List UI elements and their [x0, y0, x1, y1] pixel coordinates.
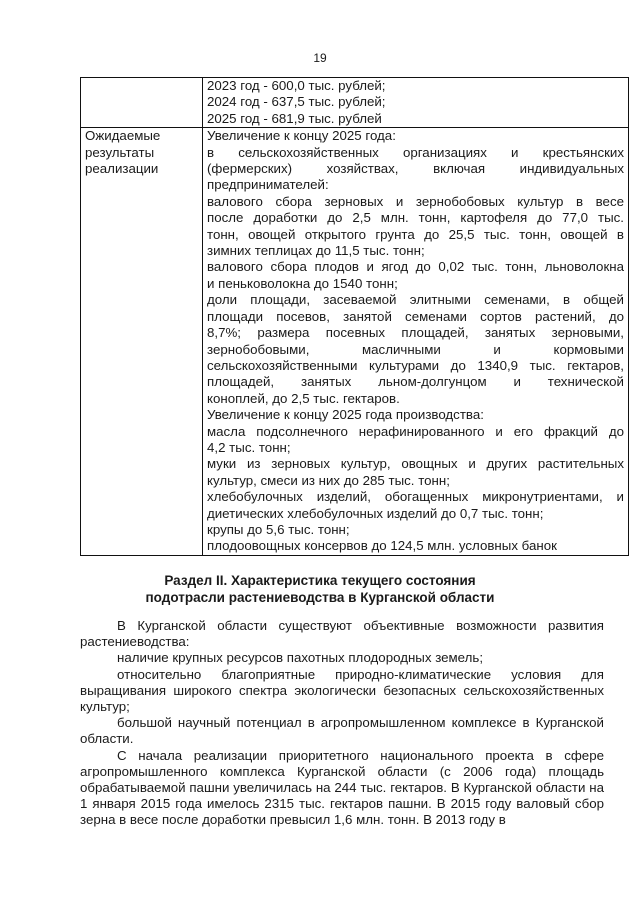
body-paragraph: относительно благоприятные природно-климатические условия для выращивания широкого спектра экологически безопасных сельскохозяйственных культур;	[80, 666, 604, 715]
results-line: крупы до 5,6 тыс. тонн;	[207, 521, 350, 537]
body-paragraph: большой научный потенциал в агропромышленном комплексе в Курганской области.	[80, 715, 604, 747]
results-line: зернобобовыми, масличными и кормовыми	[207, 341, 624, 357]
page-number: 19	[313, 51, 327, 65]
results-text-cell	[203, 128, 629, 556]
funding-text-cell	[203, 78, 629, 128]
results-line: хлебобулочных изделий, обогащенных микронутриентами, и	[207, 489, 624, 505]
results-line: доли площади, засеваемой элитными семенами, в общей	[207, 292, 624, 308]
results-line: (фермерских) хозяйствах, включая индивидуальных	[207, 161, 624, 177]
results-label-line: результаты	[85, 144, 155, 160]
results-line: зимних теплицах до 11,5 тыс. тонн;	[207, 243, 425, 259]
results-line: площади посевов, занятой семенами сортов растений, до	[207, 308, 624, 324]
body-paragraph: С начала реализации приоритетного национального проекта в сфере агропромышленного комплекса Курганской области (с 2006 года) площадь обрабатываемой пашни увеличилась на 244 тыс. гектаров. В Курганской области на 1 января 2015 года имелось 2315 тыс. гектаров пашни. В 2015 году валовый сбор зерна в весе после доработки превысил 1,6 млн. тонн. В 2013 году в	[80, 747, 604, 828]
results-line: 4,2 тыс. тонн;	[207, 439, 291, 455]
results-line: предпринимателей:	[207, 177, 329, 193]
results-line: площадей, занятых льном-долгунцом и технической	[207, 374, 624, 390]
results-line: масла подсолнечного нерафинированного и его фракций до	[207, 423, 624, 439]
results-line: Увеличение к концу 2025 года производства:	[207, 407, 484, 423]
body-paragraph: наличие крупных ресурсов пахотных плодородных земель;	[117, 650, 484, 666]
results-line: диетических хлебобулочных изделий до 0,7 тыс. тонн;	[207, 505, 544, 521]
results-line: культур, смеси из них до 285 тыс. тонн;	[207, 472, 450, 488]
results-label-line: реализации	[85, 161, 159, 177]
results-line: плодоовощных консервов до 124,5 млн. условных банок	[207, 538, 557, 554]
section-heading-line-1: Раздел II. Характеристика текущего состояния	[164, 573, 476, 588]
section-heading-line-2: подотрасли растениеводства в Курганской области	[145, 590, 495, 605]
results-line: Увеличение к концу 2025 года:	[207, 128, 396, 144]
funding-line: 2025 год - 681,9 тыс. рублей	[207, 110, 382, 126]
results-line: валового сбора зерновых и зернобобовых культур в весе	[207, 193, 624, 209]
results-line: сельскохозяйственными культурами до 1340,9 тыс. гектаров,	[207, 357, 624, 373]
results-line: в сельскохозяйственных организациях и крестьянских	[207, 144, 624, 160]
results-label-cell	[81, 128, 203, 556]
funding-line: 2023 год - 600,0 тыс. рублей;	[207, 78, 386, 93]
funding-line: 2024 год - 637,5 тыс. рублей;	[207, 94, 386, 110]
results-line: валового сбора плодов и ягод до 0,02 тыс. тонн, льноволокна	[207, 259, 624, 275]
results-line: и пеньковолокна до 1540 тонн;	[207, 275, 398, 291]
results-line: после доработки до 2,5 млн. тонн, картофеля до 77,0 тыс.	[207, 210, 624, 226]
results-label-line: Ожидаемые	[85, 128, 161, 144]
funding-label-cell	[81, 78, 203, 128]
passport-table	[80, 77, 629, 556]
results-row	[81, 128, 629, 556]
results-line: 8,7%; размера посевных площадей, занятых зерновыми,	[207, 325, 624, 341]
body-text	[80, 618, 604, 829]
results-line: тонн, овощей открытого грунта до 25,5 тыс. тонн, овощей в	[207, 226, 624, 242]
funding-row	[81, 78, 629, 128]
results-line: муки из зерновых культур, овощных и других растительных	[207, 456, 624, 472]
results-line: коноплей, до 2,5 тыс. гектаров.	[207, 390, 400, 406]
body-paragraph: В Курганской области существуют объективные возможности развития растениеводства:	[80, 618, 604, 650]
